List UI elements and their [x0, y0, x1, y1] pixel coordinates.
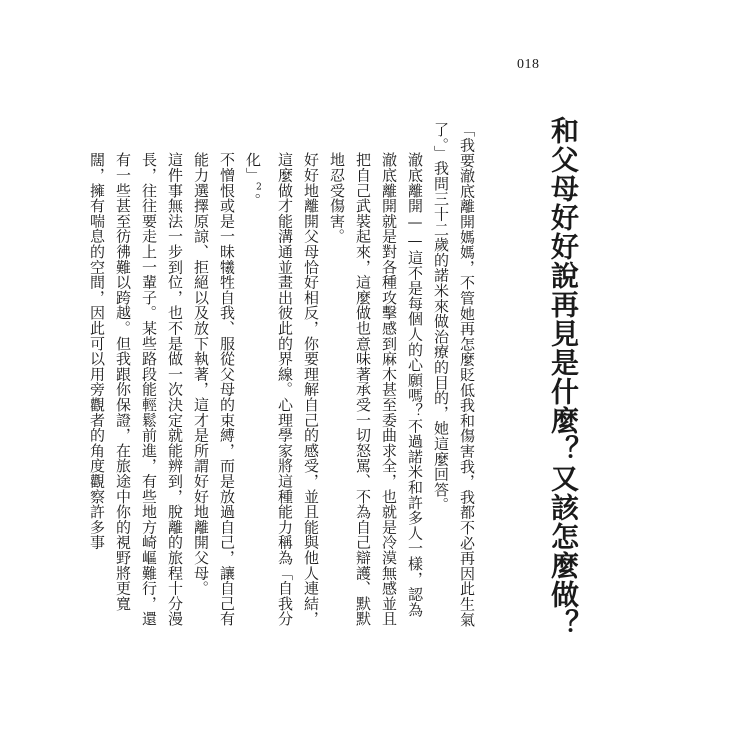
footnote-mark: 2 — [254, 182, 264, 193]
page-number: 018 — [517, 57, 540, 72]
paragraph-2: 澈底離開——這不是每個人的心願嗎？不過諾米和許多人一樣，認為澈底離開就是對各種攻擊感到麻木甚至委曲求全，也就是冷漠無感並且把自己武裝起來，這麼做也意味著承受一切怒罵、不為自己辯護、默默地忍受傷害。 — [328, 152, 424, 627]
paragraph-3-end: 。 — [244, 192, 262, 209]
paragraph-1: 「我要澈底離開媽媽，不管她再怎麼貶低我和傷害我，我都不必再因此生氣了。」我問三十二歲的諾米來做治療的目的，她這麼回答。 — [432, 122, 476, 627]
paragraph-5: 這件事無法一步到位，也不是做一次決定就能辨到，脫離的旅程十分漫長，往往要走上一輩子。某些路段能輕鬆前進，有些地方崎嶇難行，還有一些甚至彷彿難以跨越。但我跟你保證，在旅途中你的視野將更寬闊，擁有喘息的空間，因此可以用旁觀者的角度觀察許多事 — [88, 152, 184, 627]
paragraph-3-text: 好好地離開父母恰好相反，你要理解自己的感受，並且能與他人連結，這麼做才能溝通並畫出彼此的界線。心理學家將這種能力稱為「自我分化」 — [244, 152, 320, 627]
chapter-title: 和父母好好說再見是什麼？又該怎麼做？ — [547, 116, 580, 638]
paragraph-3 — [240, 122, 324, 630]
body-text — [88, 122, 480, 630]
paragraph-4: 不憎恨或是一昧犧牲自我、服從父母的束縛，而是放過自己，讓自己有能力選擇原諒、拒絕以及放下執著，這才是所謂好好地離開父母。 — [192, 152, 236, 627]
